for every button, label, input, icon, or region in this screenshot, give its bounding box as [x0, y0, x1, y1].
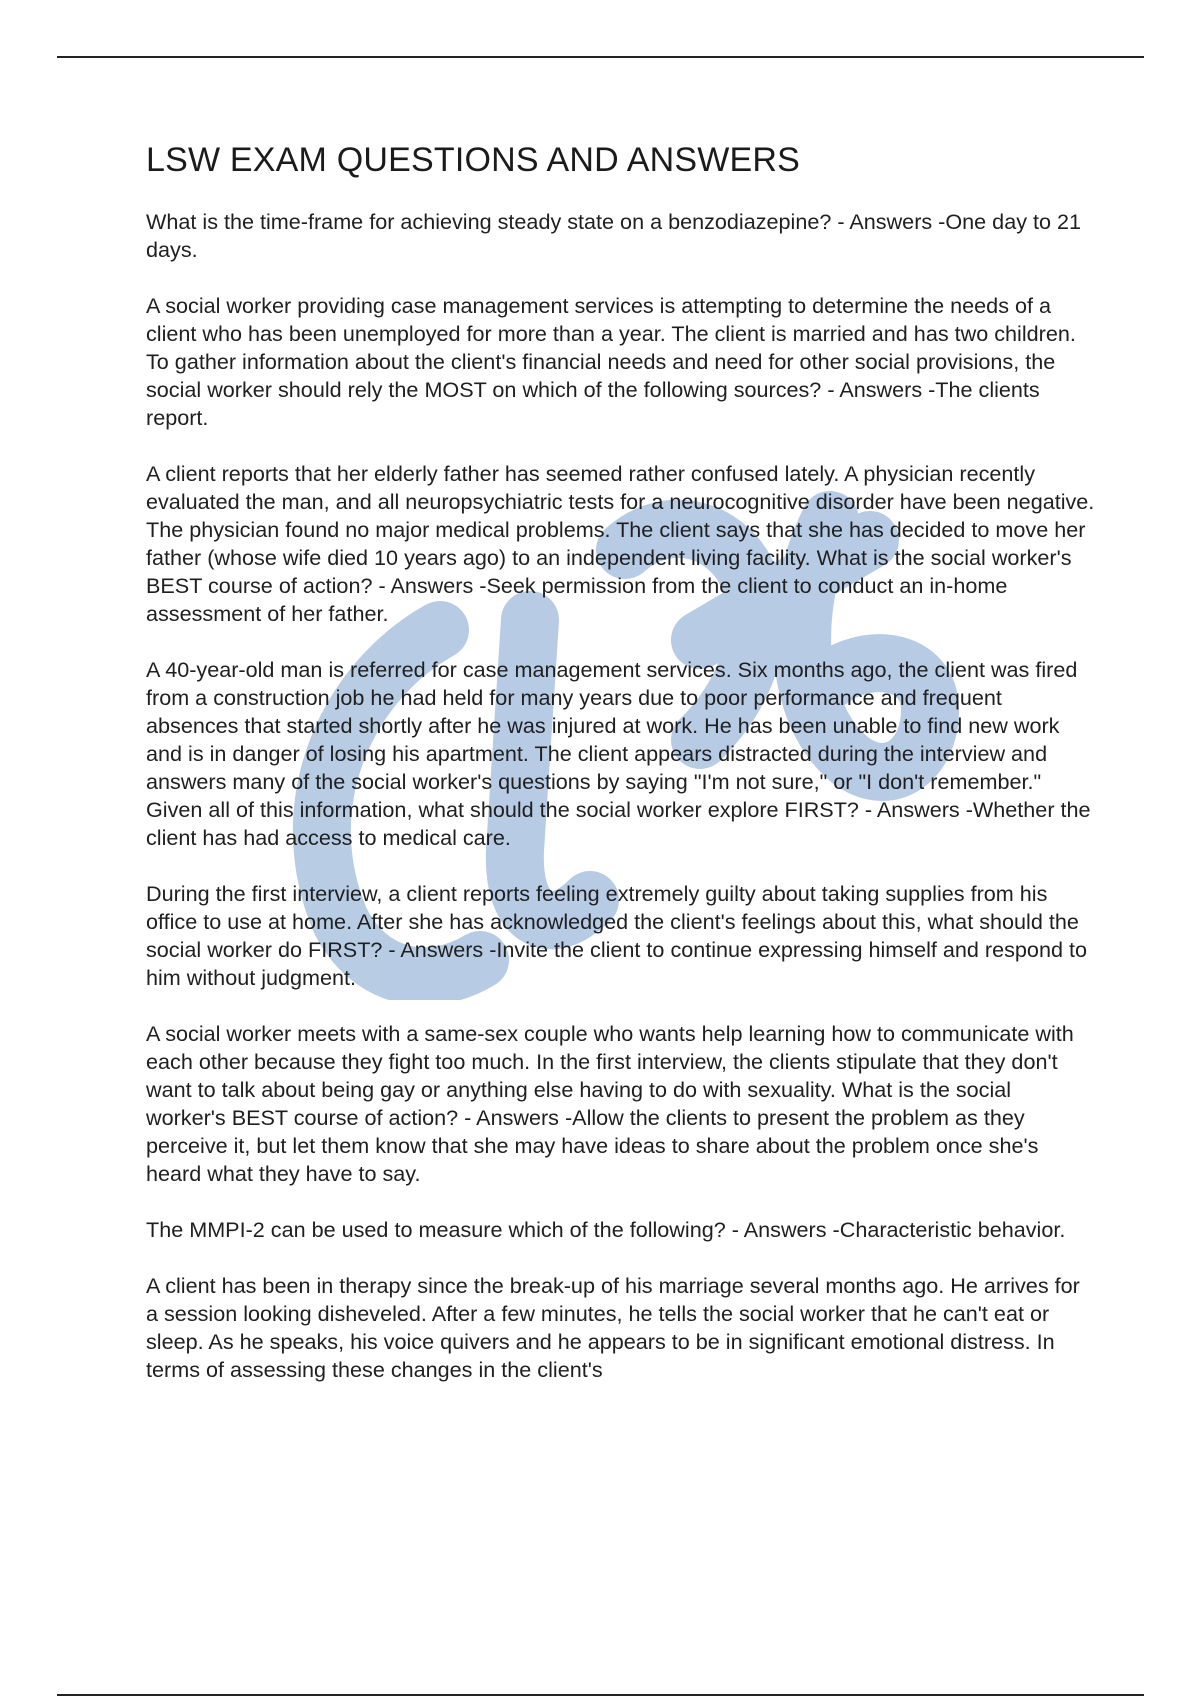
- bottom-rule: [57, 1694, 1144, 1696]
- qa-paragraph: A social worker providing case management services is attempting to determine the needs of a client who has been unemployed for more than a year. The client is married and has two children. To gather information about the client's financial needs and need for other social provisions, the social worker should rely the MOST on which of the following sources? - Answers -The clients report.: [146, 292, 1076, 430]
- qa-paragraph: A 40-year-old man is referred for case management services. Six months ago, the client was fired from a construction job he had held for many years due to poor performance and frequent absences that started shortly after he was injured at work. He has been unable to find new work and is in danger of losing his apartment. The client appears distracted during the interview and answers many of the social worker's questions by saying "I'm not sure," or "I don't remember." Given all of this information, what should the social worker explore FIRST? - Answers -Whether the client has had access to medical care.: [146, 656, 1091, 850]
- qa-paragraph: A social worker meets with a same-sex couple who wants help learning how to communicate with each other because they fight too much. In the first interview, the clients stipulate that they don't want to talk about being gay or anything else having to do with sexuality. What is the social worker's BEST course of action? - Answers -Allow the clients to present the problem as they perceive it, but let them know that she may have ideas to share about the problem once she's heard what they have to say.: [146, 1020, 1074, 1186]
- qa-paragraph: The MMPI-2 can be used to measure which of the following? - Answers -Characteristic behavior.: [146, 1216, 1066, 1242]
- top-rule: [57, 56, 1144, 58]
- document-title: LSW EXAM QUESTIONS AND ANSWERS: [146, 141, 801, 179]
- document-body: [146, 140, 1096, 1412]
- qa-paragraph: During the first interview, a client reports feeling extremely guilty about taking supplies from his office to use at home. After she has acknowledged the client's feelings about this, what should the social worker do FIRST? - Answers -Invite the client to continue expressing himself and respond to him without judgment.: [146, 880, 1087, 990]
- qa-paragraph: A client has been in therapy since the break-up of his marriage several months ago. He arrives for a session looking disheveled. After a few minutes, he tells the social worker that he can't eat or sleep. As he speaks, his voice quivers and he appears to be in significant emotional distress. In terms of assessing these changes in the client's: [146, 1272, 1080, 1382]
- qa-paragraph: What is the time-frame for achieving steady state on a benzodiazepine? - Answers -One day to 21 days.: [146, 208, 1082, 262]
- qa-paragraph: A client reports that her elderly father has seemed rather confused lately. A physician recently evaluated the man, and all neuropsychiatric tests for a neurocognitive disorder have been negative. The physician found no major medical problems. The client says that she has decided to move her father (whose wife died 10 years ago) to an independent living facility. What is the social worker's BEST course of action? - Answers -Seek permission from the client to conduct an in-home assessment of her father.: [146, 460, 1095, 626]
